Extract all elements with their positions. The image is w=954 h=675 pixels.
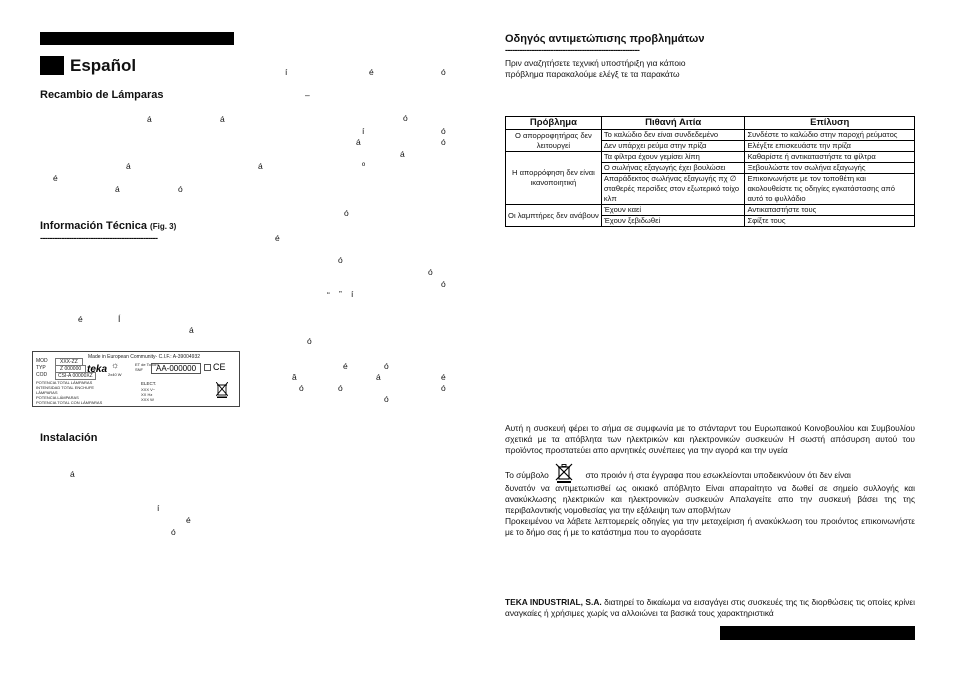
section-title-tech-text: Información Técnica xyxy=(40,220,147,232)
weee-paragraph-2-rest: δυνατόν να αντιμετωπισθεί ως οικιακό απόβλητο Είναι απαραίτητο να δωθεί σε σημείο συλλογής και ανακύκλωσης ηλεκτρικών και ηλεκτρονικών συσκευών Απαλαγείτε απο την συσκευή βάσει της της περιβαλοντικής νομοθεσίας για την εξάλειψη των αποβλήτων xyxy=(505,483,915,515)
label-cert: ET de Toboro xyxy=(135,362,159,367)
ce-mark: CE xyxy=(213,362,226,372)
label-typ-value: Z 000000 xyxy=(55,365,86,373)
stray-glyph: é xyxy=(53,173,58,183)
stray-glyph: Í xyxy=(118,314,121,324)
troubleshooting-title: Οδηγός αντιμετώπισης προβλημάτων xyxy=(505,33,705,45)
troubleshooting-dashes: -------------------------------------------------------- xyxy=(505,45,640,55)
section-tech-dashes: ------------------------------------------------- xyxy=(40,233,158,243)
serial-number: AA-000000 xyxy=(151,363,201,374)
stray-glyph: ó xyxy=(171,527,176,537)
teka-disclaimer-text: διατηρεί το δικαίωμα να εισαγάγει στις συσκευές της τις διορθώσεις τις οποίες κρίνει αναγκαίες ή χρήσιμες χωρίς να αλλοιώνει τα βασικά τους χαρακτηριστικά xyxy=(505,597,916,618)
solution-cell: Καθαρίστε ή αντικαταστήστε τα φίλτρα xyxy=(745,152,915,163)
crossed-bin-icon xyxy=(555,463,573,483)
label-cert: SNF xyxy=(135,367,143,372)
stray-glyph: ó xyxy=(384,361,389,371)
weee-symbol-lead: Το σύμβολο xyxy=(505,470,549,481)
solution-cell: Ξεβουλώστε τον σωλήνα εξαγωγής xyxy=(745,163,915,174)
language-marker xyxy=(40,56,64,75)
stray-glyph: ó xyxy=(338,383,343,393)
label-mod-value: XXX-ZZ xyxy=(55,358,83,366)
stray-glyph: ó xyxy=(428,267,433,277)
label-made-in: Made in European Community- C.I.F.: A-39004932 xyxy=(88,354,201,360)
teka-company-name: TEKA INDUSTRIAL, S.A. xyxy=(505,597,602,607)
stray-glyph: í xyxy=(285,67,288,77)
cause-cell: Δεν υπάρχει ρεύμα στην πρίζα xyxy=(601,141,745,152)
label-rating: XXX W xyxy=(141,397,154,402)
stray-glyph: á xyxy=(258,161,263,171)
lamp-icon: ☼ xyxy=(111,360,120,370)
stray-glyph: á xyxy=(189,325,194,335)
stray-glyph: á xyxy=(126,161,131,171)
section-title-lamps: Recambio de Lámparas xyxy=(40,89,164,101)
stray-glyph: é xyxy=(343,361,348,371)
stray-glyph: ó xyxy=(307,336,312,346)
stray-glyph: ó xyxy=(384,394,389,404)
label-spec: POTENCIA TOTAL LÁMPARAS xyxy=(36,380,93,385)
cause-cell: Το καλώδιο δεν είναι συνδεδεμένο xyxy=(601,130,745,141)
solution-cell: Συνδέστε το καλώδιο στην παροχή ρεύματος xyxy=(745,130,915,141)
stray-glyph: ó xyxy=(441,67,446,77)
header-bar-tick xyxy=(233,32,234,45)
problem-cell: Η απορρόφηση δεν είναι ικανοποιητική xyxy=(506,152,602,205)
troubleshooting-intro xyxy=(505,58,765,80)
cause-cell: Ο σωλήνας εξαγωγής έχει βουλώσει xyxy=(601,163,745,174)
col-header-cause: Πιθανή Αιτία xyxy=(601,117,745,130)
section-title-tech-fig: (Fig. 3) xyxy=(150,222,177,231)
cause-cell: Έχουν ξεβιδωθεί xyxy=(601,216,745,227)
troubleshooting-table xyxy=(505,116,915,227)
label-spec: INTENSIDAD TOTAL ENCHUFE xyxy=(36,385,95,390)
intro-line-2: πρόβλημα παρακαλούμε ελέγξ τε τα παρακάτω xyxy=(505,69,680,79)
stray-glyph: á xyxy=(70,469,75,479)
stray-glyph: ó xyxy=(344,208,349,218)
stray-glyph: á xyxy=(220,114,225,124)
stray-glyph: á xyxy=(400,149,405,159)
col-header-problem: Πρόβλημα xyxy=(506,117,602,130)
stray-glyph: ” xyxy=(339,289,342,299)
stray-glyph: á xyxy=(376,372,381,382)
section-title-install: Instalación xyxy=(40,432,98,444)
label-spec: POTENCIA TOTAL CON LÁMPARAS xyxy=(36,400,103,405)
lamp-wattage: 2x40 W xyxy=(108,372,122,377)
stray-glyph: á xyxy=(147,114,152,124)
table-header-row xyxy=(506,117,915,130)
footer-bar xyxy=(720,626,915,640)
stray-glyph: á xyxy=(115,184,120,194)
label-mod-key: MOD xyxy=(36,358,48,364)
label-typ-key: TYP xyxy=(36,365,46,371)
table-row xyxy=(506,205,915,216)
stray-glyph: í xyxy=(362,126,365,136)
label-cod-key: COD xyxy=(36,372,48,378)
page-title: Español xyxy=(70,56,137,75)
table-row xyxy=(506,152,915,163)
stray-glyph: ó xyxy=(178,184,183,194)
stray-glyph: é xyxy=(275,233,280,243)
stray-glyph: í xyxy=(351,289,354,299)
weee-line-1 xyxy=(505,469,915,483)
label-rating: XXX V~ xyxy=(141,387,156,392)
table-row xyxy=(506,130,915,141)
col-header-solution: Επίλυση xyxy=(745,117,915,130)
stray-glyph: ó xyxy=(338,255,343,265)
section-title-tech xyxy=(40,220,176,232)
stray-glyph: “ xyxy=(327,290,330,300)
label-cod-value: CSI-A 00000XZ xyxy=(55,372,96,380)
stray-glyph: ó xyxy=(441,279,446,289)
solution-cell: Σφίξτε τους xyxy=(745,216,915,227)
cause-cell: Τα φίλτρα έχουν γεμίσει λίπη xyxy=(601,152,745,163)
label-ratings-head: ELECT. xyxy=(141,381,157,386)
stray-glyph: í xyxy=(157,503,160,513)
stray-glyph: é xyxy=(78,314,83,324)
weee-paragraph-3: Προκειμένου να λάβετε λεπτομερείς οδηγίες για την μεταχείριση ή ανακύκλωση του προιόντος επικοινωνήστε με το δήμο σας ή με το κατάστημα που το αγοράσατε xyxy=(505,516,915,537)
stray-glyph: é xyxy=(186,515,191,525)
label-rating: XX Hz xyxy=(141,392,153,397)
teka-logo: teka xyxy=(87,364,108,375)
stray-glyph: â xyxy=(292,372,297,382)
stray-glyph: ó xyxy=(299,383,304,393)
teka-disclaimer xyxy=(505,597,915,619)
label-spec: POTENCIA LÁMPARAS xyxy=(36,395,79,400)
intro-line-1: Πριν αναζητήσετε τεχνική υποστήριξη για κάποιο xyxy=(505,58,686,68)
stray-glyph: ó xyxy=(441,137,446,147)
solution-cell: Αντικαταστήστε τους xyxy=(745,205,915,216)
weee-paragraph-2 xyxy=(505,469,915,538)
rating-plate xyxy=(32,351,240,407)
stray-glyph: é xyxy=(369,67,374,77)
problem-cell: Οι λαμπτήρες δεν ανάβουν xyxy=(506,205,602,227)
problem-cell: Ο απορροφητήρας δεν λειτουργεί xyxy=(506,130,602,152)
stray-glyph: á xyxy=(356,137,361,147)
stray-glyph: ó xyxy=(441,126,446,136)
stray-glyph: ó xyxy=(403,113,408,123)
header-bar xyxy=(40,32,233,45)
recycle-bin-icon xyxy=(216,382,228,398)
solution-cell: Ελέγξτε επισκευάστε την πρίζα xyxy=(745,141,915,152)
label-spec: LÁMPARAS xyxy=(36,390,58,395)
stray-glyph: – xyxy=(305,90,310,100)
square-icon xyxy=(204,364,211,371)
solution-cell: Επικοινωνήστε με τον τοποθέτη και ακολουθείστε τις οδηγίες εγκατάστασης από αυτό το φυλλάδιο xyxy=(745,174,915,205)
stray-glyph: ó xyxy=(441,383,446,393)
weee-symbol-tail: στο προιόν ή στα έγγραφα που εσωκλείονται υποδεικνύουν ότι δεν είναι xyxy=(585,470,851,481)
stray-glyph: º xyxy=(362,161,366,171)
stray-glyph: é xyxy=(441,372,446,382)
cause-cell: Απαράδεκτος σωλήνας εξαγωγής πχ ∅ σταθερές περσίδες στον εξωτερικό τοίχο κλπ xyxy=(601,174,745,205)
weee-paragraph-1: Αυτή η συσκευή φέρει το σήμα σε συμφωνία με το στάνταρντ του Ευρωπαικού Κοινοβουλίου και Συμβουλίου σχετικά με τα απόβλητα των ηλεκτρικών και ηλεκτρονικών συσκευών Η σωστή απόσυρση αυτού του προϊόντος προστατεύει απο αρνητικές συνέπειες για την αγορά και την υγεία xyxy=(505,423,915,455)
cause-cell: Έχουν καεί xyxy=(601,205,745,216)
